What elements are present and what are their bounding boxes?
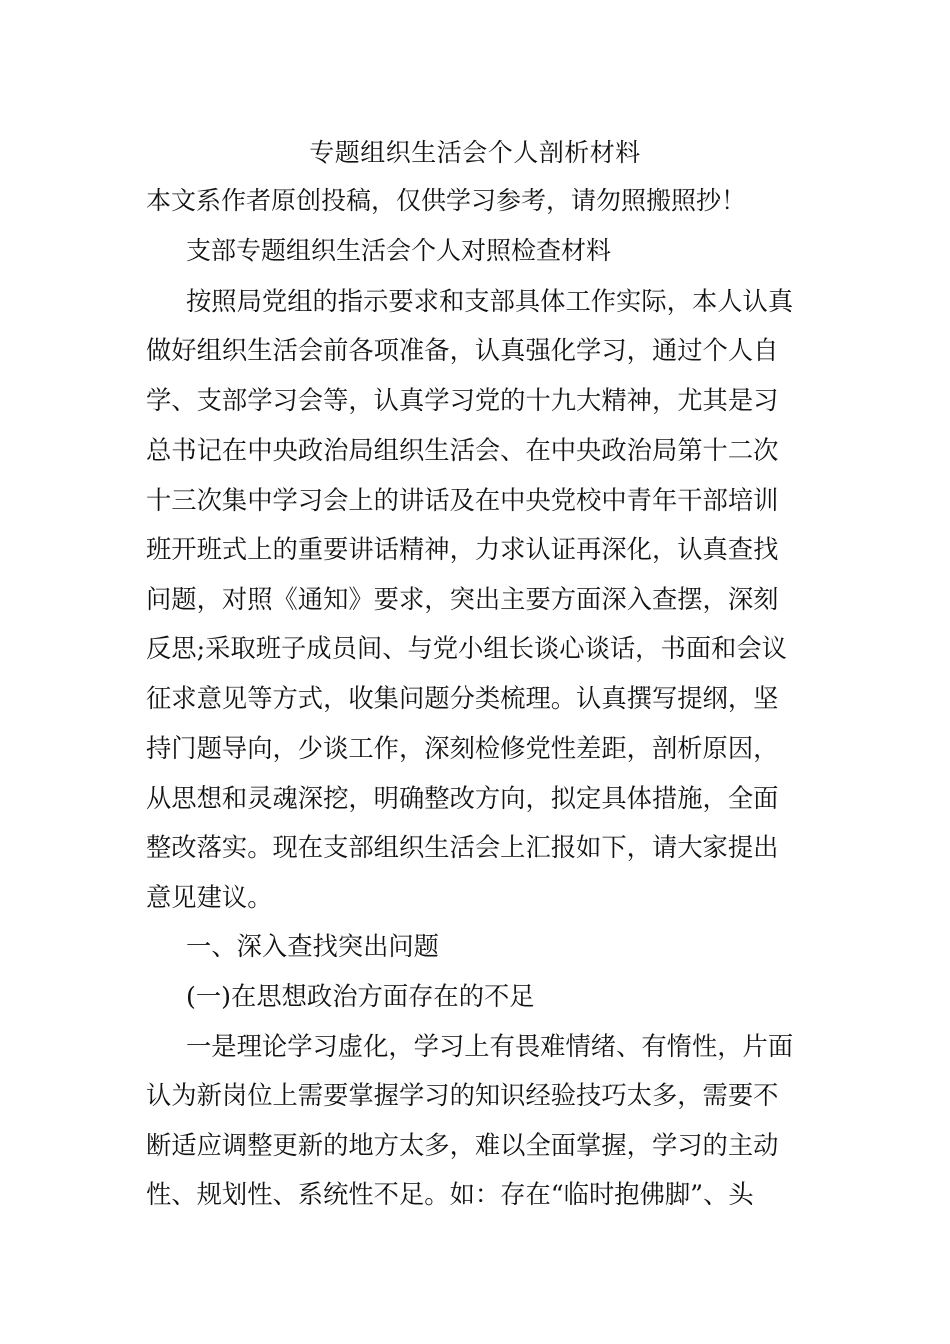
intro-line: 学、支部学习会等，认真学习党的十九大精神，尤其是习 (146, 386, 779, 415)
document-subtitle: 支部专题组织生活会个人对照检查材料 (186, 236, 612, 265)
intro-line: 持门题导向，少谈工作，深刻检修党性差距，剖析原因， (146, 734, 779, 763)
intro-line: 总书记在中央政治局组织生活会、在中央政治局第十二次 (146, 436, 779, 465)
intro-line: 十三次集中学习会上的讲话及在中央党校中青年干部培训 (146, 486, 779, 515)
intro-line: 做好组织生活会前各项准备，认真强化学习，通过个人自 (146, 336, 779, 365)
document-title: 专题组织生活会个人剖析材料 (309, 138, 641, 167)
section-heading: 一、深入查找突出问题 (186, 932, 439, 961)
paragraph-line: 性、规划性、系统性不足。如：存在“临时抱佛脚”、头 (146, 1180, 754, 1209)
intro-line: 征求意见等方式，收集问题分类梳理。认真撰写提纲，坚 (146, 684, 779, 713)
intro-line: 按照局党组的指示要求和支部具体工作实际，本人认真 (186, 287, 794, 316)
intro-line: 班开班式上的重要讲话精神，力求认证再深化，认真查找 (146, 535, 779, 564)
paragraph-line: 一是理论学习虚化，学习上有畏难情绪、有惰性，片面 (186, 1032, 794, 1061)
copyright-notice: 本文系作者原创投稿，仅供学习参考，请勿照搬照抄！ (146, 186, 747, 215)
paragraph-line: 认为新岗位上需要掌握学习的知识经验技巧太多，需要不 (146, 1081, 779, 1110)
intro-line: 从思想和灵魂深挖，明确整改方向，拟定具体措施，全面 (146, 784, 779, 813)
subsection-heading: (一)在思想政治方面存在的不足 (186, 982, 535, 1011)
intro-line: 反思;采取班子成员间、与党小组长谈心谈话，书面和会议 (146, 634, 787, 663)
intro-line: 问题，对照《通知》要求，突出主要方面深入查摆，深刻 (146, 585, 779, 614)
paragraph-line: 断适应调整更新的地方太多，难以全面掌握，学习的主动 (146, 1131, 779, 1160)
intro-line: 整改落实。现在支部组织生活会上汇报如下，请大家提出 (146, 833, 779, 862)
intro-line: 意见建议。 (146, 883, 273, 912)
